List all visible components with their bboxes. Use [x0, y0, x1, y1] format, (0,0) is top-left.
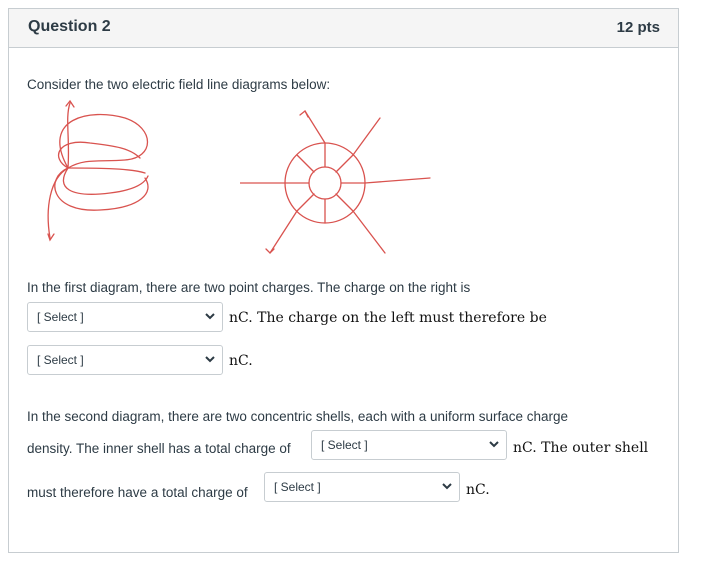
chevron-down-icon [205, 312, 215, 320]
charge-left-select-value: [ Select ] [37, 353, 84, 367]
question-header [9, 9, 678, 48]
question-title: Question 2 [28, 18, 111, 35]
chevron-down-icon [489, 440, 499, 448]
part2-line1: In the second diagram, there are two concentric shells, each with a uniform surface charge [27, 409, 569, 424]
outer-shell-select-value: [ Select ] [274, 480, 321, 494]
part2-line2-prefix: density. The inner shell has a total charge of [27, 441, 291, 456]
unit-nc-4: nC. [466, 482, 490, 498]
field-diagram-two-charges [30, 98, 165, 248]
field-diagram-concentric-shells [240, 103, 435, 263]
charge-left-select[interactable] [27, 345, 223, 375]
chevron-down-icon [205, 355, 215, 363]
unit-nc-1 [229, 310, 547, 326]
inner-shell-select[interactable] [311, 430, 507, 460]
part1-line1: In the first diagram, there are two point charges. The charge on the right is [27, 280, 471, 295]
part2-line3-prefix: must therefore have a total charge of [27, 485, 248, 500]
charge-right-select-value: [ Select ] [37, 310, 84, 324]
part2-after-select: nC. The outer shell [513, 440, 649, 456]
unit-nc-2: nC. [229, 353, 253, 369]
chevron-down-icon [442, 482, 452, 490]
question-points: 12 pts [616, 19, 660, 36]
intro-text: Consider the two electric field line diagrams below: [27, 77, 331, 92]
part1-after-select: nC. The charge on the left must therefore be [229, 310, 547, 326]
charge-right-select[interactable] [27, 302, 223, 332]
outer-shell-select[interactable] [264, 472, 460, 502]
inner-shell-select-value: [ Select ] [321, 438, 368, 452]
